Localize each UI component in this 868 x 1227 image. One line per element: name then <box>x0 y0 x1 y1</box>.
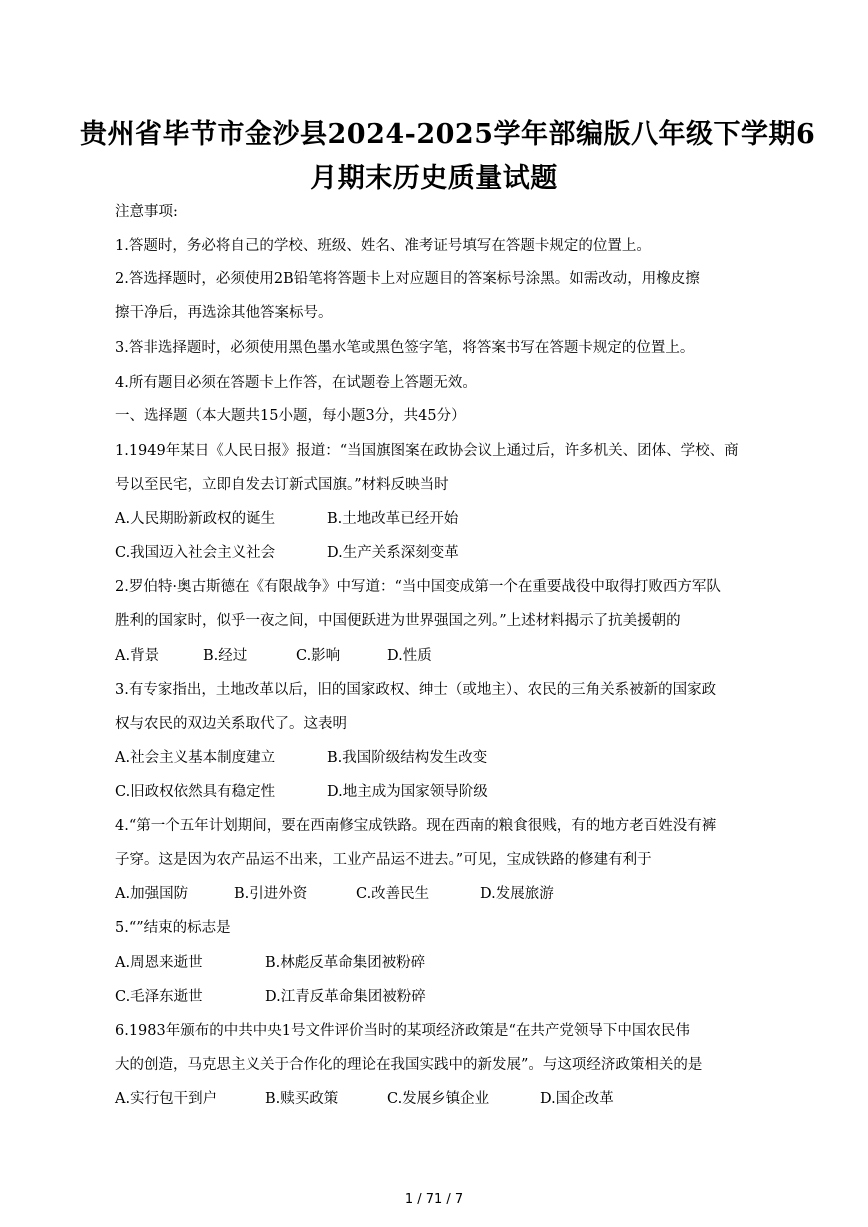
question-4-option-a: A.加强国防 <box>115 886 189 902</box>
question-4-option-b: B.引进外资 <box>234 886 308 902</box>
question-1-option-d: D.生产关系深刻变革 <box>327 545 459 561</box>
section-heading: 一、选择题（本大题共15小题，每小题3分，共45分） <box>115 408 466 424</box>
notice-item-continued: 擦干净后，再选涂其他答案标号。 <box>115 305 333 321</box>
question-4-stem-cont: 子穿。这是因为农产品运不出来，工业产品运不进去。”可见，宝成铁路的修建有利于 <box>115 852 652 868</box>
question-2-option-a: A.背景 <box>115 648 160 664</box>
question-1-option-c: C.我国迈入社会主义社会 <box>115 545 276 561</box>
notice-item: 2.答选择题时，必须使用2B铅笔将答题卡上对应题目的答案标号涂黑。如需改动，用橡皮擦 <box>115 271 700 287</box>
question-4-option-c: C.改善民生 <box>356 886 430 902</box>
question-5-option-b: B.林彪反革命集团被粉碎 <box>265 955 426 971</box>
question-5-option-c: C.毛泽东逝世 <box>115 989 203 1005</box>
document-title-line-1: 贵州省毕节市金沙县2024-2025学年部编版八年级下学期6 <box>80 119 816 150</box>
question-1-stem: 1.1949年某日《人民日报》报道：“当国旗图案在政协会议上通过后，许多机关、团体、学校、商 <box>115 443 739 459</box>
question-3-option-a: A.社会主义基本制度建立 <box>115 750 276 766</box>
question-5-option-a: A.周恩来逝世 <box>115 955 203 971</box>
question-5-option-d: D.江青反革命集团被粉碎 <box>265 989 426 1005</box>
question-3-option-d: D.地主成为国家领导阶级 <box>327 784 488 800</box>
question-6-stem-cont: 大的创造，马克思主义关于合作化的理论在我国实践中的新发展”。与这项经济政策相关的是 <box>115 1057 703 1073</box>
question-3-stem-cont: 权与农民的双边关系取代了。这表明 <box>115 716 347 732</box>
question-4-stem: 4.“第一个五年计划期间，要在西南修宝成铁路。现在西南的粮食很贱，有的地方老百姓没有裤 <box>115 818 717 834</box>
question-6-option-b: B.赎买政策 <box>265 1091 339 1107</box>
question-4-option-d: D.发展旅游 <box>480 886 554 902</box>
question-2-option-b: B.经过 <box>203 648 248 664</box>
document-title-line-2: 月期末历史质量试题 <box>310 163 558 194</box>
question-5-stem: 5.“”结束的标志是 <box>115 920 231 936</box>
question-6-option-d: D.国企改革 <box>540 1091 614 1107</box>
notice-item: 3.答非选择题时，必须使用黑色墨水笔或黑色签字笔，将答案书写在答题卡规定的位置上。 <box>115 340 695 356</box>
page-number: 1 / 71 / 7 <box>404 1192 464 1207</box>
notice-item: 4.所有题目必须在答题卡上作答，在试题卷上答题无效。 <box>115 375 477 391</box>
notice-heading: 注意事项: <box>115 204 178 220</box>
question-2-stem-cont: 胜利的国家时，似乎一夜之间，中国便跃进为世界强国之列。”上述材料揭示了抗美援朝的 <box>115 613 681 629</box>
question-3-option-c: C.旧政权依然具有稳定性 <box>115 784 276 800</box>
question-6-option-a: A.实行包干到户 <box>115 1091 218 1107</box>
question-6-stem: 6.1983年颁布的中共中央1号文件评价当时的某项经济政策是“在共产党领导下中国农民伟 <box>115 1023 690 1039</box>
question-2-option-d: D.性质 <box>387 648 432 664</box>
question-3-option-b: B.我国阶级结构发生改变 <box>327 750 488 766</box>
question-1-stem-cont: 号以至民宅，立即自发去订新式国旗。”材料反映当时 <box>115 477 449 493</box>
question-1-option-b: B.土地改革已经开始 <box>327 511 459 527</box>
question-6-option-c: C.发展乡镇企业 <box>387 1091 490 1107</box>
question-1-option-a: A.人民期盼新政权的诞生 <box>115 511 276 527</box>
question-3-stem: 3.有专家指出，土地改革以后，旧的国家政权、绅士（或地主）、农民的三角关系被新的国家政 <box>115 682 717 698</box>
question-2-stem: 2.罗伯特·奥古斯德在《有限战争》中写道：“当中国变成第一个在重要战役中取得打败西方军队 <box>115 579 721 595</box>
question-2-option-c: C.影响 <box>296 648 341 664</box>
notice-item: 1.答题时，务必将自己的学校、班级、姓名、准考证号填写在答题卡规定的位置上。 <box>115 238 651 254</box>
